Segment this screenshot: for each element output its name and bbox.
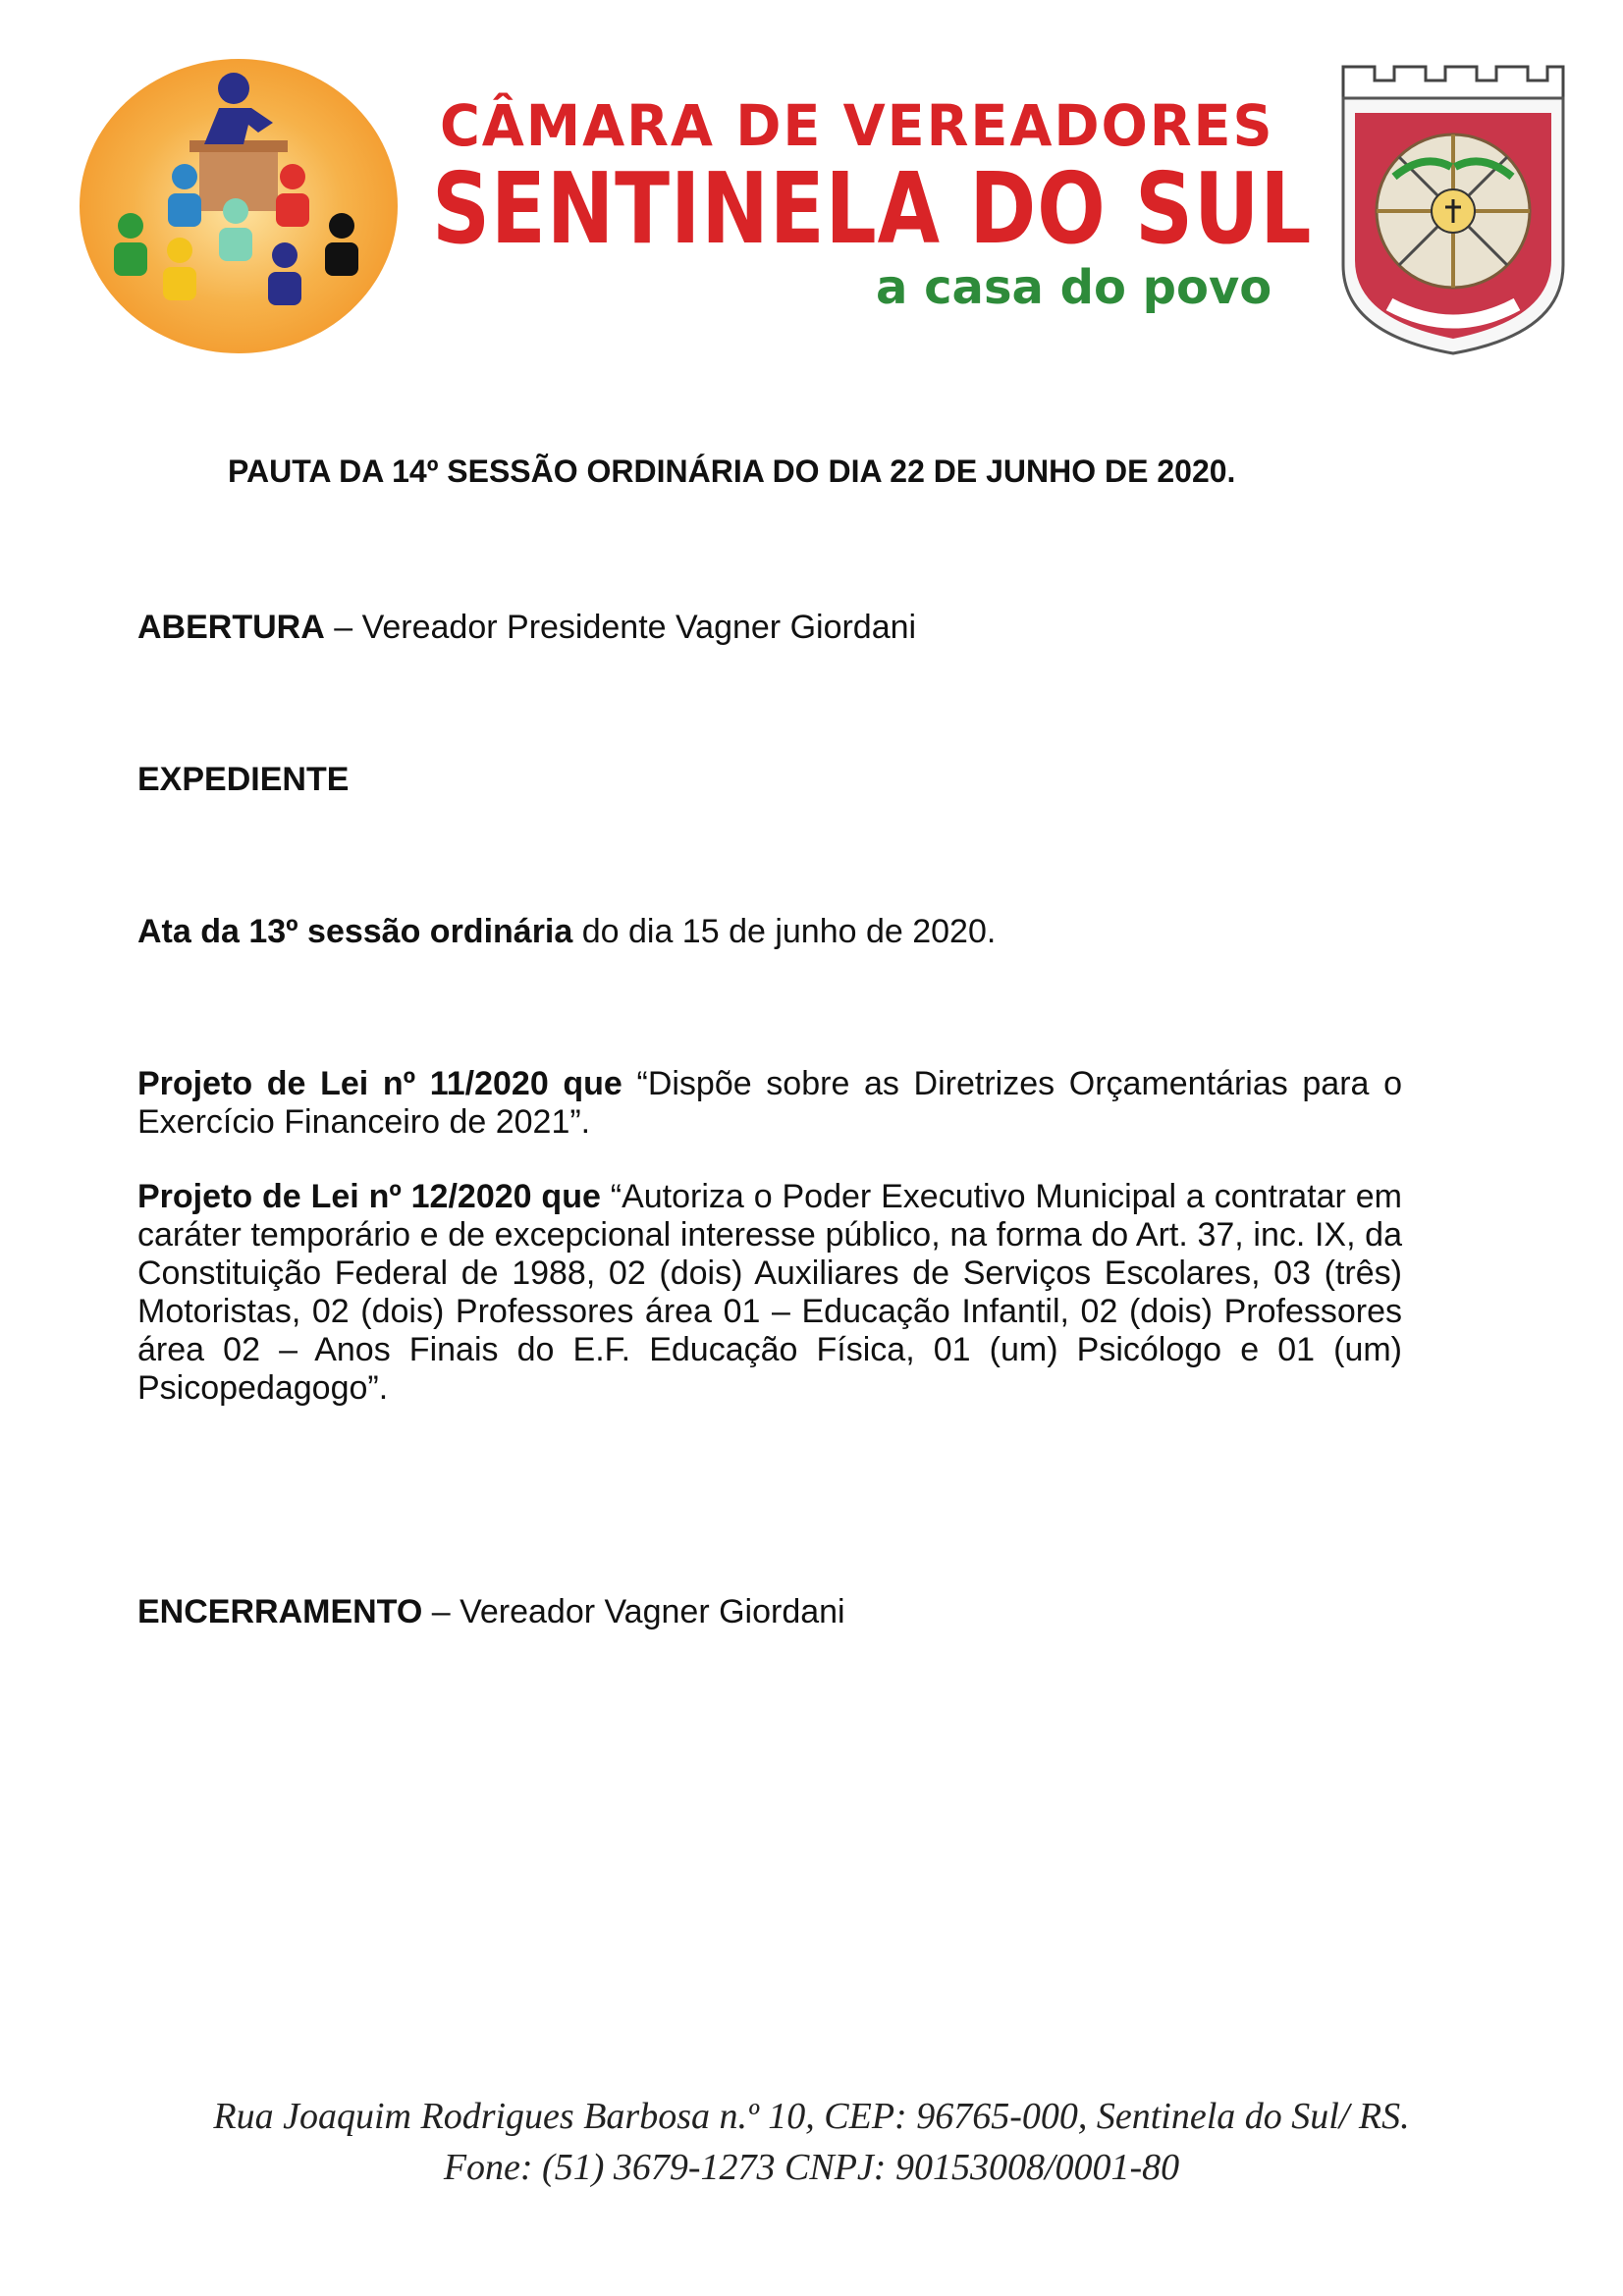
abertura-line <box>137 609 1402 647</box>
brand-title: CÂMARA DE VEREADORES <box>440 92 1274 159</box>
letterhead <box>0 0 1623 393</box>
municipal-coat-of-arms-icon <box>1335 59 1571 358</box>
projeto-11-text: “Dispõe sobre as Diretrizes Orçamentárias para o Exercício Financeiro de 2021”. <box>137 1065 1402 1141</box>
brand-tagline: a casa do povo <box>876 260 1272 315</box>
encerramento-label: ENCERRAMENTO <box>137 1593 423 1630</box>
expediente-label: EXPEDIENTE <box>137 761 350 798</box>
page-title: PAUTA DA 14º SESSÃO ORDINÁRIA DO DIA 22 DE JUNHO DE 2020. <box>228 454 1236 489</box>
footer-address: Rua Joaquim Rodrigues Barbosa n.º 10, CEP: 96765-000, Sentinela do Sul/ RS. <box>213 2096 1410 2137</box>
projeto-11-label: Projeto de Lei nº 11/2020 que <box>137 1065 622 1102</box>
projeto-12-text: “Autoriza o Poder Executivo Municipal a contratar em caráter temporário e de excepcional interesse público, na forma do Art. 37, inc. IX, da Constituição Federal de 1988, 02 (dois) Auxiliares de Serviços Escolares, 03 (três) Motoristas, 02 (dois) Professores área 01 – Educação Infantil, 02 (dois) Professores área 02 – Anos Finais do E.F. Educação Física, 01 (um) Psicólogo e 01 (um) Psicopedagogo”. <box>137 1178 1402 1407</box>
brand-block <box>432 92 1313 315</box>
encerramento-text: – Vereador Vagner Giordani <box>422 1593 845 1630</box>
ata-label: Ata da 13º sessão ordinária <box>137 913 573 950</box>
expediente-heading <box>137 761 1402 799</box>
footer-contact: Fone: (51) 3679-1273 CNPJ: 90153008/0001-80 <box>443 2147 1180 2188</box>
ata-line <box>137 913 1402 951</box>
abertura-text: – Vereador Presidente Vagner Giordani <box>324 609 917 646</box>
footer <box>0 2091 1623 2193</box>
projeto-12-label: Projeto de Lei nº 12/2020 que <box>137 1178 601 1215</box>
ata-text: do dia 15 de junho de 2020. <box>572 913 997 950</box>
brand-name: SENTINELA DO SUL <box>432 151 1313 266</box>
abertura-label: ABERTURA <box>137 609 325 646</box>
people-podium-logo-icon <box>77 54 401 358</box>
projeto-12-paragraph <box>137 1178 1402 1408</box>
encerramento-line <box>137 1593 1402 1631</box>
projeto-11-paragraph <box>137 1065 1402 1142</box>
